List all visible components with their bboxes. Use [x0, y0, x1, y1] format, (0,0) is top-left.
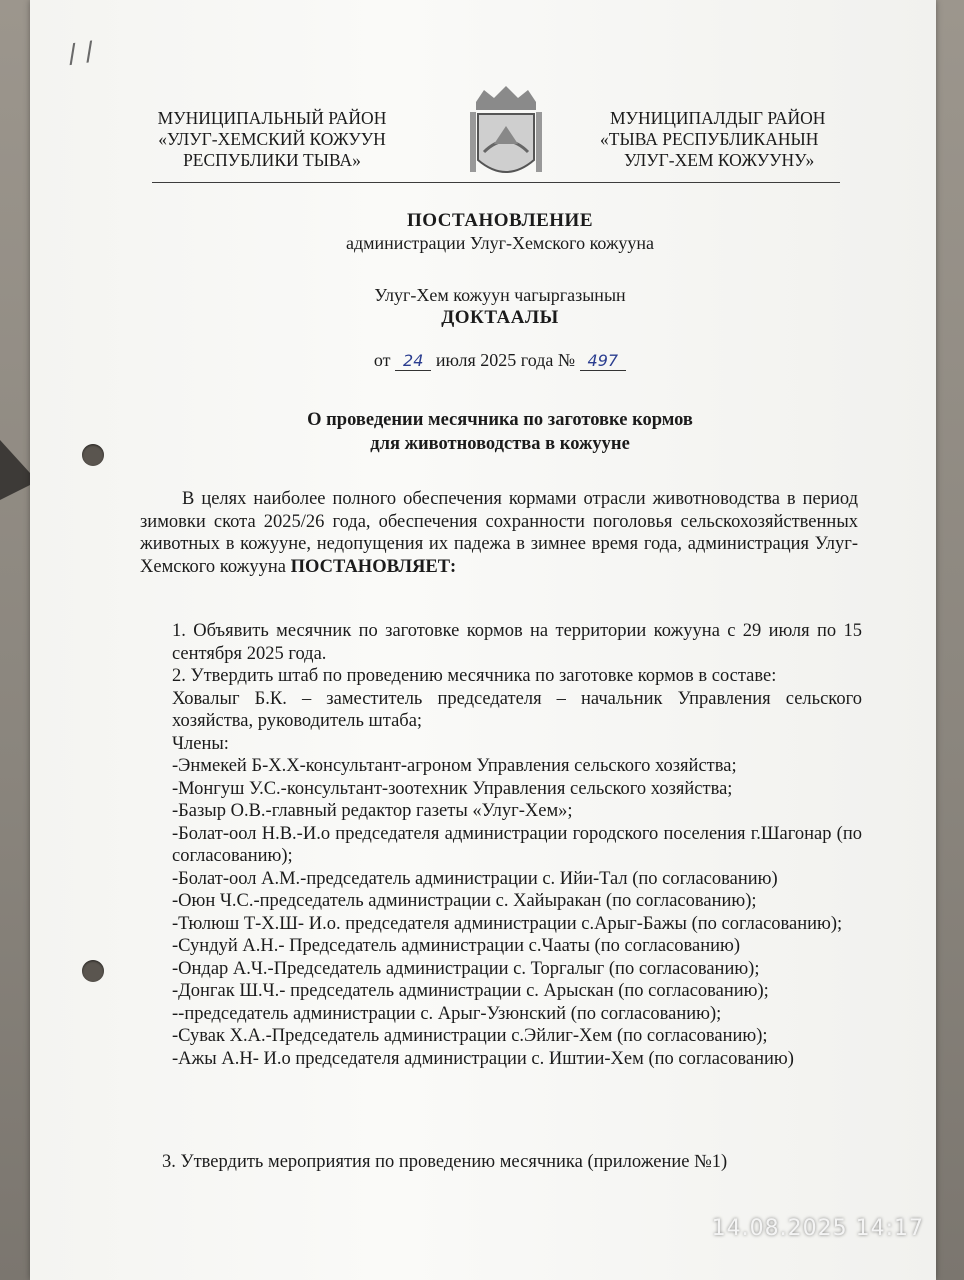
list-item: -Донгак Ш.Ч.- председатель администрации с. Арыскан (по согласованию); — [172, 981, 769, 1001]
list-item: -Оюн Ч.С.-председатель администрации с. Хайыракан (по согласованию); — [172, 891, 757, 911]
punch-hole — [82, 960, 104, 982]
intro-text: В целях наиболее полного обеспечения кормами отрасли животноводства в период зимовки скота 2025/26 года, обеспечения сохранности поголовья сельскохозяйственных животных в кожууне, недопущения их падежа в зимнее время года, администрация Улуг-Хемского кожууна — [140, 489, 858, 577]
document-title: ПОСТАНОВЛЕНИЕ — [406, 210, 594, 231]
date-day: 24 — [395, 351, 431, 371]
date-middle: июля 2025 года № — [435, 350, 576, 370]
list-item: Члены: — [172, 733, 229, 754]
document-number: 497 — [580, 351, 627, 371]
date-prefix: от — [373, 350, 391, 370]
intro-paragraph — [140, 488, 858, 578]
header-left-line: МУНИЦИПАЛЬНЫЙ РАЙОН — [157, 108, 387, 128]
topic-line: для животноводства в кожууне — [370, 434, 630, 454]
header-right — [600, 108, 860, 171]
header-right-line: УЛУГ-ХЕМ КОЖУУНУ» — [624, 150, 815, 170]
document-topic — [150, 408, 850, 456]
punch-hole — [82, 444, 104, 466]
list-item: -Тюлюш Т-Х.Ш- И.о. председателя администрации с.Арыг-Бажы (по согласованию); — [172, 913, 843, 934]
list-item: -Базыр О.В.-главный редактор газеты «Улуг-Хем»; — [172, 801, 573, 821]
photo-timestamp: 14.08.2025 14:17 — [711, 1216, 924, 1241]
list-item: -Ажы А.Н- И.о председателя администрации с. Иштии-Хем (по согласованию) — [172, 1048, 794, 1069]
header-left — [152, 108, 392, 171]
coat-of-arms-icon — [466, 82, 546, 192]
list-item: 1. Объявить месячник по заготовке кормов на территории кожууна с 29 июля по 15 сентября 2025 года. — [172, 621, 862, 664]
topic-line: О проведении месячника по заготовке кормов — [307, 410, 693, 430]
intro-emphasis: ПОСТАНОВЛЯЕТ: — [290, 556, 457, 577]
document-date — [150, 350, 850, 371]
header-right-line: «ТЫВА РЕСПУБЛИКАНЫН — [600, 129, 819, 149]
header-right-line: МУНИЦИПАЛДЫГ РАЙОН — [610, 108, 826, 128]
list-item: -Сувак Х.А.-Председатель администрации с.Эйлиг-Хем (по согласованию); — [172, 1026, 768, 1046]
list-item: 2. Утвердить штаб по проведению месячника по заготовке кормов в составе: — [172, 666, 777, 686]
tuvan-title: ДОКТААЛЫ — [441, 307, 559, 328]
list-item: -Болат-оол Н.В.-И.о председателя администрации городского поселения г.Шагонар (по согласованию); — [172, 823, 862, 866]
list-item: -Сундуй А.Н.- Председатель администрации с.Чааты (по согласованию) — [172, 936, 740, 956]
document-subtitle: администрации Улуг-Хемского кожууна — [345, 233, 655, 253]
list-item: Ховалыг Б.К. – заместитель председателя – начальник Управления сельского хозяйства, руководитель штаба; — [172, 688, 862, 731]
list-item: --председатель администрации с. Арыг-Узюнский (по согласованию); — [172, 1003, 722, 1024]
header-left-line: «УЛУГ-ХЕМСКИЙ КОЖУУН — [158, 129, 386, 149]
resolution-list — [172, 620, 862, 1070]
tuvan-line: Улуг-Хем кожуун чагыргазынын — [374, 285, 626, 305]
list-item: -Энмекей Б-Х.Х-консультант-агроном Управления сельского хозяйства; — [172, 756, 737, 776]
list-item-3: 3. Утвердить мероприятия по проведению месячника (приложение №1) — [162, 1152, 728, 1172]
margin-mark: / / — [66, 36, 96, 70]
list-item: -Ондар А.Ч.-Председатель администрации с. Торгалыг (по согласованию); — [172, 958, 760, 979]
list-item: -Монгуш У.С.-консультант-зоотехник Управления сельского хозяйства; — [172, 778, 733, 799]
header-left-line: РЕСПУБЛИКИ ТЫВА» — [183, 150, 361, 170]
header-divider — [152, 182, 840, 183]
list-item: -Болат-оол А.М.-председатель администрации с. Ийи-Тал (по согласованию) — [172, 868, 778, 889]
